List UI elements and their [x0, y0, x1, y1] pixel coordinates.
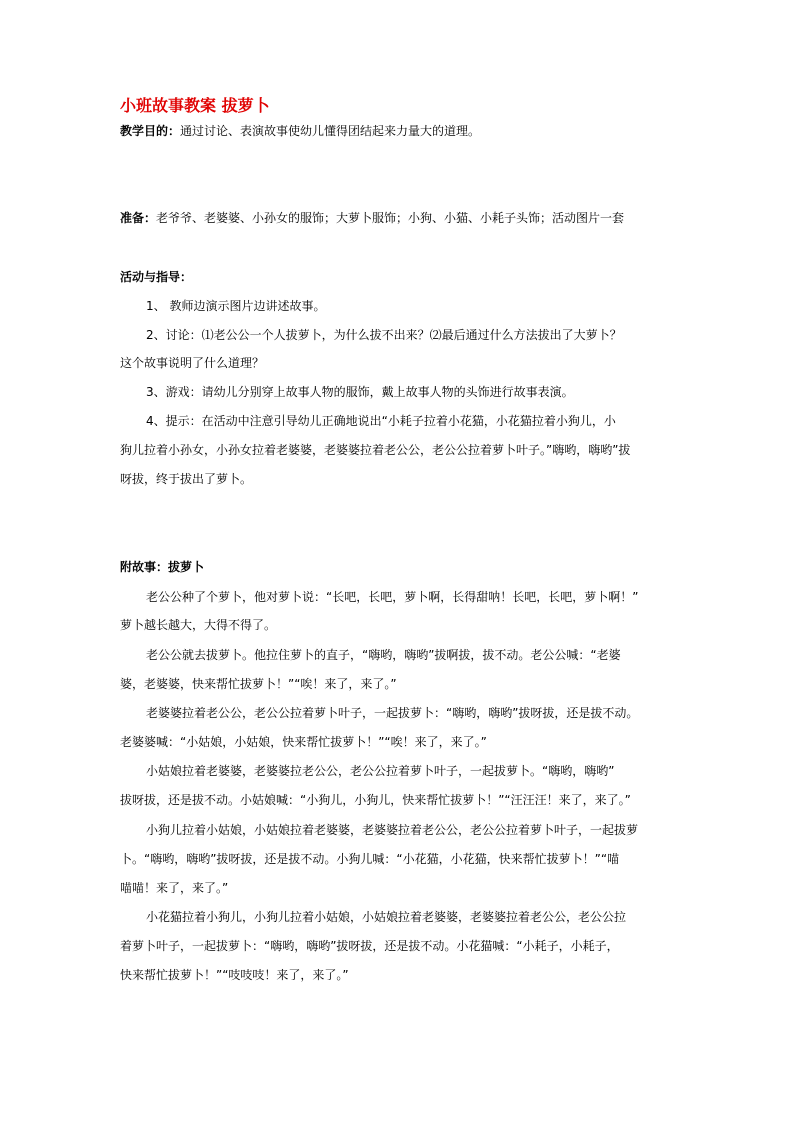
story-line: 卜。“嗨哟，嗨哟”拔呀拔，还是拔不动。小狗儿喊：“小花猫，小花猫，快来帮忙拔萝卜！”“喵: [120, 852, 620, 866]
objective-text: 通过讨论、表演故事使幼儿懂得团结起来力量大的道理。: [180, 124, 481, 138]
story-line: 喵喵！来了，来了。”: [120, 881, 229, 895]
story-line: 快来帮忙拔萝卜！”“吱吱吱！来了，来了。”: [120, 968, 349, 982]
activity-line: 2、讨论：⑴老公公一个人拔萝卜，为什么拔不出来？⑵最后通过什么方法拔出了大萝卜？: [146, 328, 622, 342]
preparation-label: 准备：: [120, 211, 157, 225]
story-line: 着萝卜叶子，一起拔萝卜：“嗨哟，嗨哟”拔呀拔，还是拔不动。小花猫喊：“小耗子，小耗子，: [120, 939, 619, 953]
story-line: 老公公就去拔萝卜。他拉住萝卜的直子，“嗨哟，嗨哟”拔啊拔，拔不动。老公公喊：“老婆: [146, 648, 621, 662]
story-line: 小花猫拉着小狗儿，小狗儿拉着小姑娘，小姑娘拉着老婆婆，老婆婆拉着老公公，老公公拉: [146, 910, 627, 924]
activity-line: 1、 教师边演示图片边讲述故事。: [146, 299, 326, 313]
activity-line: 3、游戏：请幼儿分别穿上故事人物的服饰，戴上故事人物的头饰进行故事表演。: [146, 385, 574, 399]
activity-line: 狗儿拉着小孙女，小孙女拉着老婆婆，老婆婆拉着老公公，老公公拉着萝卜叶子。”嗨哟，嗨哟”拔: [120, 443, 631, 457]
objective-label: 教学目的：: [120, 124, 181, 138]
story-title: 拔萝卜: [168, 560, 205, 574]
story-line: 小姑娘拉着老婆婆，老婆婆拉老公公，老公公拉着萝卜叶子，一起拔萝卜。“嗨哟，嗨哟”: [146, 764, 615, 778]
activity-line: 4、提示：在活动中注意引导幼儿正确地说出“小耗子拉着小花猫，小花猫拉着小狗儿，小: [146, 414, 616, 428]
story-label: 附故事：: [120, 560, 169, 574]
objective-line: [120, 124, 680, 138]
activity-heading: 活动与指导：: [120, 270, 193, 284]
story-line: 萝卜越长越大，大得不得了。: [120, 618, 277, 632]
story-line: 婆，老婆婆，快来帮忙拔萝卜！”“唉！来了，来了。”: [120, 677, 397, 691]
preparation-line: [120, 211, 680, 225]
story-line: 老婆婆拉着老公公，老公公拉着萝卜叶子，一起拔萝卜：“嗨哟，嗨哟”拔呀拔，还是拔不动。: [146, 706, 639, 720]
story-line: 小狗儿拉着小姑娘，小姑娘拉着老婆婆，老婆婆拉着老公公，老公公拉着萝卜叶子，一起拔萝: [146, 823, 639, 837]
activity-line: 这个故事说明了什么道理？: [120, 356, 265, 370]
story-line: 老婆婆喊：“小姑娘，小姑娘，快来帮忙拔萝卜！”“唉！来了，来了。”: [120, 735, 487, 749]
story-line: 老公公种了个萝卜，他对萝卜说：“长吧，长吧，萝卜啊，长得甜呐！长吧，长吧，萝卜啊！”: [146, 590, 639, 604]
activity-line: 呀拔，终于拔出了萝卜。: [120, 472, 253, 486]
story-line: 拔呀拔，还是拔不动。小姑娘喊：“小狗儿，小狗儿，快来帮忙拔萝卜！”“汪汪汪！来了，来了。”: [120, 793, 631, 807]
page-title: 小班故事教案 拔萝卜: [120, 96, 270, 115]
story-heading: [120, 560, 680, 574]
preparation-text: 老爷爷、老婆婆、小孙女的服饰；大萝卜服饰；小狗、小猫、小耗子头饰；活动图片一套: [156, 211, 625, 225]
